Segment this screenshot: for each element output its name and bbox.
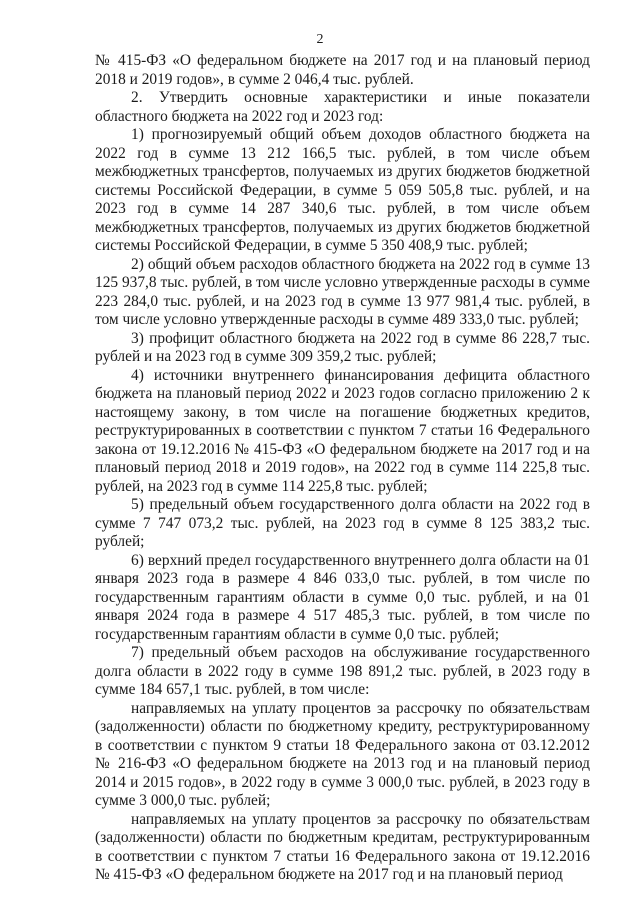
paragraph-subitem-1: 1) прогнозируемый общий объем доходов областного бюджета на 2022 год в сумме 13 212 166,5 тыс. рублей, в том числе объем межбюджетных трансфертов, получаемых из других бюджетов бюджетной системы Российской Федерации, в сумме 5 059 505,8 тыс. рублей, и на 2023 год в сумме 14 287 340,6 тыс. рублей, в том числе объем межбюджетных трансфертов, получаемых из других бюджетов бюджетной системы Российской Федерации, в сумме 5 350 408,9 тыс. рублей; (95, 126, 590, 254)
paragraph-subitem-7-a: направляемых на уплату процентов за рассрочку по обязательствам (задолженности) области по бюджетному кредиту, реструктурированному в соответствии с пунктом 9 статьи 18 Федерального закона от 03.12.2012 № 216-ФЗ «О федеральном бюджете на 2013 год и на плановый период 2014 и 2015 годов», в 2022 году в сумме 3 000,0 тыс. рублей, в 2023 году в сумме 3 000,0 тыс. рублей; (95, 699, 590, 809)
paragraph-subitem-7: 7) предельный объем расходов на обслуживание государственного долга области в 2022 году в сумме 198 891,2 тыс. рублей, в 2023 году в сумме 184 657,1 тыс. рублей, в том числе: (95, 644, 590, 698)
paragraph-subitem-2: 2) общий объем расходов областного бюджета на 2022 год в сумме 13 125 937,8 тыс. рублей, в том числе условно утвержденные расходы в сумме 223 284,0 тыс. рублей, и на 2023 год в сумме 13 977 981,4 тыс. рублей, в том числе условно утвержденные расходы в сумме 489 333,0 тыс. рублей; (95, 255, 590, 328)
paragraph-continuation: № 415-ФЗ «О федеральном бюджете на 2017 год и на плановый период 2018 и 2019 годов», в сумме 2 046,4 тыс. рублей. (95, 52, 590, 88)
paragraph-item-2: 2. Утвердить основные характеристики и иные показатели областного бюджета на 2022 год и 2023 год: (95, 89, 590, 125)
paragraph-subitem-7-b: направляемых на уплату процентов за рассрочку по обязательствам (задолженности) области по бюджетным кредитам, реструктурированным в соответствии с пунктом 7 статьи 16 Федерального закона от 19.12.2016 № 415-ФЗ «О федеральном бюджете на 2017 год и на плановый период (95, 810, 590, 883)
paragraph-subitem-5: 5) предельный объем государственного долга области на 2022 год в сумме 7 747 073,2 тыс. рублей, на 2023 год в сумме 8 125 383,2 тыс. рублей; (95, 496, 590, 550)
paragraph-subitem-3: 3) профицит областного бюджета на 2022 год в сумме 86 228,7 тыс. рублей и на 2023 год в сумме 309 359,2 тыс. рублей; (95, 329, 590, 365)
page-number: 2 (316, 32, 324, 47)
paragraph-subitem-6: 6) верхний предел государственного внутреннего долга области на 01 января 2023 года в размере 4 846 033,0 тыс. рублей, в том числе по государственным гарантиям области в сумме 0,0 тыс. рублей, и на 01 января 2024 года в размере 4 517 485,3 тыс. рублей, в том числе по государственным гарантиям области в сумме 0,0 тыс. рублей; (95, 551, 590, 643)
document-body (95, 52, 590, 885)
paragraph-subitem-4: 4) источники внутреннего финансирования дефицита областного бюджета на плановый период 2022 и 2023 годов согласно приложению 2 к настоящему закону, в том числе на погашение бюджетных кредитов, реструктурированных в соответствии с пунктом 7 статьи 16 Федерального закона от 19.12.2016 № 415-ФЗ «О федеральном бюджете на 2017 год и на плановый период 2018 и 2019 годов», на 2022 год в сумме 114 225,8 тыс. рублей, на 2023 год в сумме 114 225,8 тыс. рублей; (95, 366, 590, 495)
